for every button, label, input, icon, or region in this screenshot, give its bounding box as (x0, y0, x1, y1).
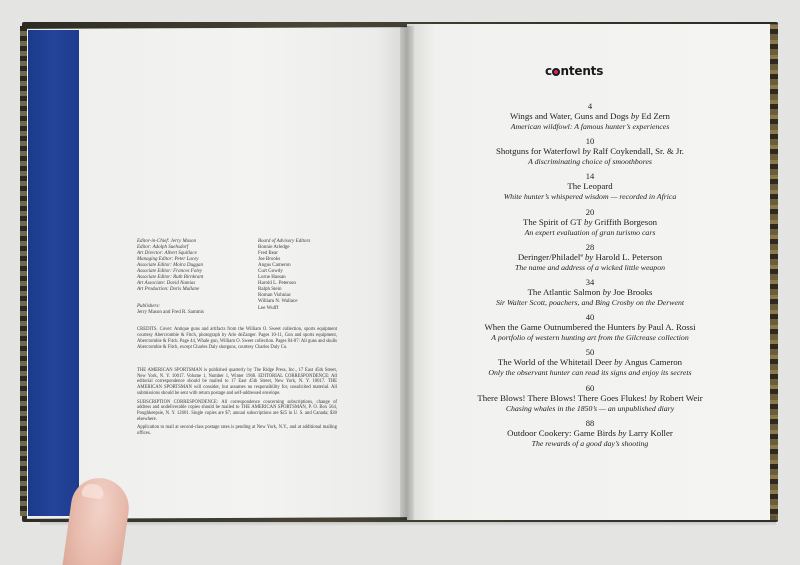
advisory-name: Fred Bear (258, 251, 278, 257)
toc-author: Paul A. Rossi (647, 322, 696, 333)
toc-title-text: Wings and Water, Guns and Dogs (510, 111, 629, 121)
advisory-name: Joe Brooks (258, 257, 281, 263)
advisory-name: Roman Vishniac (258, 293, 292, 299)
toc-author: Robert Weir (659, 392, 703, 403)
masthead-row: Associate Editor: Frances Foley (137, 269, 203, 275)
toc-title-text: Outdoor Cookery: Game Birds (507, 427, 616, 438)
toc-entry (440, 277, 740, 312)
publication-paragraph: SUBSCRIPTION CORRESPONDENCE: All correspondence concerning subscriptions, change of address and undeliverable copies should be mailed to THE AMERICAN SPORTSMAN, P. O. Box 564, Poughkeepsie, N. Y. 12601. Single copies are $7; annual subscriptions are $25 in U. S. and Canada; $30 elsewhere. (137, 399, 337, 422)
publication-paragraph: THE AMERICAN SPORTSMAN is published quarterly by The Ridge Press, Inc., 17 East 45th Street, New York, N. Y. 10017. Volume 1, Number 1, Winter 1968. EDITORIAL CORRESPONDENCE: All editorial correspondence should be mailed to 17 East 45th Street, New York, N. Y. 10017. THE AMERICAN SPORTSMAN will consider, but assumes no responsibility for, unsolicited material. All submissions should be sent with return postage and self-addressed envelope. (137, 368, 337, 396)
toc-by: by (581, 216, 595, 227)
advisory-name: Lee Wulff (258, 305, 279, 311)
toc-author: Ed Zern (641, 111, 670, 121)
toc-description: An expert evaluation of gran turismo cars (524, 227, 656, 237)
toc-by: by (600, 286, 614, 297)
toc-description: The rewards of a good day’s shooting (531, 438, 649, 448)
advisory-board (258, 239, 338, 312)
table-of-contents (440, 101, 740, 453)
toc-page-number: 28 (585, 241, 595, 252)
advisory-header: Board of Advisory Editors (258, 239, 311, 244)
toc-entry (440, 101, 740, 136)
publishers-header: Publishers: (137, 304, 161, 309)
toc-description: Chasing whales in the 1850’s — an unpublished diary (505, 403, 675, 413)
masthead-row: Art Production: Doris Mullane (137, 287, 200, 293)
advisory-name: Angus Cameron (258, 263, 291, 269)
contents-title-text-b: ntents (560, 64, 604, 78)
toc-author: Larry Koller (628, 427, 673, 438)
toc-page-number: 88 (585, 417, 595, 428)
toc-title (440, 287, 740, 298)
toc-by: by (582, 251, 596, 262)
toc-title-text: The Leopard (567, 181, 613, 192)
contents-title-text-a: c (545, 64, 552, 78)
toc-entry (440, 136, 740, 171)
toc-entry (440, 418, 740, 453)
toc-by: by (580, 146, 593, 157)
toc-title (440, 322, 740, 333)
toc-by: by (635, 322, 648, 333)
toc-title-text: The World of the Whitetail Deer (497, 357, 612, 368)
toc-page-number: 60 (585, 382, 595, 393)
toc-entry (440, 383, 740, 418)
toc-page-number: 14 (585, 171, 595, 182)
advisory-name: Lorne Hassan (258, 275, 286, 281)
toc-title (440, 111, 740, 122)
toc-title-text: Shotguns for Waterfowl (495, 146, 581, 157)
book-gutter (400, 26, 414, 520)
toc-entry (440, 347, 740, 382)
toc-author: Angus Cameron (624, 357, 683, 368)
toc-page-number: 34 (585, 276, 595, 287)
publication-info (137, 368, 337, 440)
toc-author: Harold L. Peterson (595, 251, 663, 262)
toc-title (440, 217, 740, 228)
toc-author: Griffith Borgeson (594, 216, 658, 227)
toc-entry (440, 242, 740, 277)
toc-by: by (611, 357, 625, 368)
toc-title-text: There Blows! There Blows! There Goes Flukes! (477, 392, 648, 403)
toc-page-number: 40 (585, 312, 595, 323)
toc-by: by (615, 427, 629, 438)
toc-title-text: Deringer/Philadelª (517, 251, 583, 262)
toc-title-text: When the Game Outnumbered the Hunters (484, 322, 636, 333)
toc-description: Sir Walter Scott, poachers, and Bing Crosby on the Derwent (495, 297, 685, 307)
toc-title (440, 252, 740, 263)
advisory-name: Ralph Stein (258, 287, 282, 293)
toc-description: A portfolio of western hunting art from the Gilcrease collection (491, 333, 689, 343)
contents-title (545, 64, 615, 78)
toc-description: American wildfowl: A famous hunter’s experiences (510, 122, 670, 131)
toc-title (440, 181, 740, 192)
masthead (137, 239, 247, 293)
toc-description: The name and address of a wicked little weapon (515, 262, 665, 272)
publication-paragraph: Application to mail at second-class postage rates is pending at New York, N.Y., and at additional mailing offices. (137, 425, 337, 437)
toc-author: Joe Brooks (613, 286, 653, 297)
credits-text: CREDITS. Cover: Antique guns and artifacts from the William O. Sweet collection, sports equipment courtesy Abercrombie & Fitch, photograph by Arie deZanger. Pages 10-11, Gun and sports equipment, Abercrombie & Fitch. Page 44, Whale gun, William O. Sweet collection. Pages 84-87: All guns and skulls Abercrombie & Fitch, except Charles Daly shotguns, courtesy Charles Daly Co. (137, 327, 337, 350)
masthead-row: Art Director: Albert Squillace (137, 251, 197, 257)
toc-entry (440, 207, 740, 242)
advisory-names (258, 245, 338, 312)
toc-title (440, 146, 740, 157)
advisory-name: William N. Wallace (258, 299, 298, 305)
advisory-name: Bonnie Arledge (258, 245, 290, 251)
toc-page-number: 10 (585, 136, 595, 147)
toc-by: by (628, 111, 642, 121)
toc-entry (440, 312, 740, 347)
publishers (137, 304, 277, 316)
toc-description: White hunter’s whispered wisdom — recorded in Africa (503, 192, 677, 202)
target-o-icon (552, 68, 560, 76)
toc-title (440, 357, 740, 368)
toc-title-text: The Spirit of GT (522, 216, 582, 227)
toc-page-number: 50 (585, 347, 595, 358)
toc-title-text: The Atlantic Salmon (527, 286, 601, 297)
toc-page-number: 20 (585, 206, 595, 217)
masthead-row: Associate Editor: Ruth Birnkrant (137, 275, 204, 281)
masthead-row: Editor-in-Chief: Jerry Mason (137, 239, 197, 244)
masthead-row: Managing Editor: Peter Lacey (137, 257, 199, 263)
masthead-row: Art Associate: David Namias (137, 281, 196, 287)
toc-title (440, 393, 740, 404)
advisory-name: Harold L. Peterson (258, 281, 296, 287)
advisory-name: Curt Gowdy (258, 269, 283, 275)
toc-description: A discriminating choice of smoothbores (528, 157, 652, 167)
toc-title (440, 428, 740, 439)
toc-author: Ralf Coykendall, Sr. & Jr. (592, 146, 684, 157)
toc-by: by (647, 392, 660, 403)
toc-description: Only the observant hunter can read its signs and enjoy its secrets (488, 368, 692, 378)
blue-endpaper-strip (28, 30, 79, 516)
toc-page-number: 4 (587, 101, 593, 111)
publishers-names: Jerry Mason and Fred R. Sammis (137, 310, 204, 316)
masthead-row: Editor: Adolph Suehsdorf (137, 245, 189, 251)
masthead-row: Associate Editor: Moira Duggan (137, 263, 203, 269)
toc-entry (440, 171, 740, 206)
